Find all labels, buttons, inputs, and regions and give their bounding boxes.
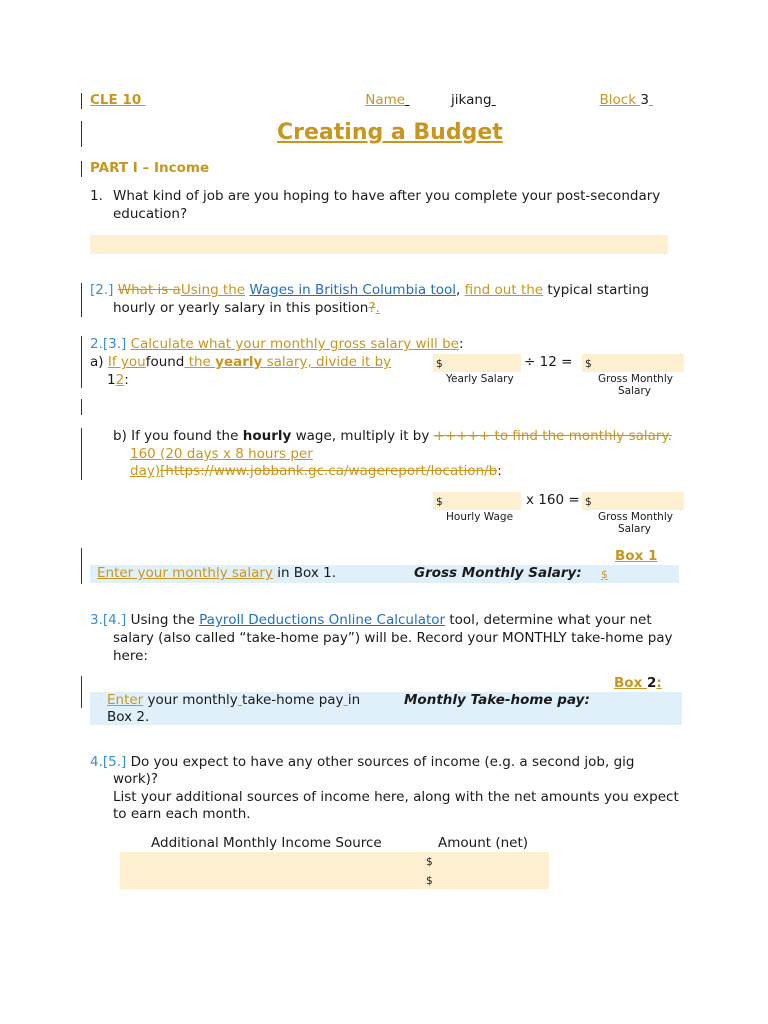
inserted-text: 160 (20 days x 8 hours per xyxy=(130,446,313,462)
inserted-text: 2 xyxy=(115,372,125,388)
question-text: wage, multiply it by xyxy=(295,428,430,444)
part-heading: PART I – Income xyxy=(90,160,210,176)
question-text: List your additional sources of income here, along with the net amounts you expect xyxy=(113,789,679,805)
column-header: Additional Monthly Income Source xyxy=(151,835,382,851)
inserted-text: Enter your monthly salary xyxy=(97,565,273,581)
divide-operator: ÷ 12 = xyxy=(524,354,573,370)
punctuation: : xyxy=(497,463,502,479)
multiply-operator: x 160 = xyxy=(526,492,580,508)
bold-word: yearly xyxy=(215,354,263,370)
block-label: Block xyxy=(599,92,637,108)
question-text: to earn each month. xyxy=(113,806,251,822)
underline-blank xyxy=(141,92,365,108)
income-table[interactable] xyxy=(120,852,549,889)
dollar-sign: $ xyxy=(426,875,433,887)
block-value[interactable]: 3 xyxy=(640,92,649,108)
field-label: Gross Monthly Salary: xyxy=(414,565,582,581)
inserted-text: Calculate what your monthly gross salary will be xyxy=(130,336,459,352)
field-caption: Gross Monthly xyxy=(598,511,673,523)
dollar-sign: $ xyxy=(426,856,433,868)
change-bar xyxy=(81,676,82,708)
gross-monthly-field[interactable] xyxy=(582,492,684,510)
inserted-text: salary, divide it by xyxy=(266,354,392,370)
question-text: work)? xyxy=(113,771,159,787)
change-bar xyxy=(81,428,82,480)
question-number: 3.[4.] xyxy=(90,612,127,628)
inserted-text: If you xyxy=(107,354,146,370)
underline-blank xyxy=(492,92,596,108)
question-text: tool, determine what your net xyxy=(449,612,652,628)
instruction-text: your monthly xyxy=(147,692,238,708)
change-bar xyxy=(81,336,82,388)
field-caption: Gross Monthly xyxy=(598,373,673,385)
header-line xyxy=(90,92,677,108)
field-label: Monthly Take-home pay: xyxy=(404,692,590,708)
punctuation: , xyxy=(456,282,461,298)
instruction-text: take-home pay xyxy=(242,692,344,708)
field-caption: Yearly Salary xyxy=(446,373,514,385)
hourly-wage-field[interactable] xyxy=(433,492,521,510)
sub-label: b) xyxy=(113,428,127,444)
inserted-text: the xyxy=(188,354,211,370)
sub-label: a) xyxy=(90,354,104,370)
box-label: Box 2: xyxy=(614,675,662,691)
question-number: 4.[5.] xyxy=(90,754,127,770)
field-caption: Salary xyxy=(618,385,651,397)
yearly-salary-field[interactable] xyxy=(433,354,521,372)
change-bar xyxy=(81,93,82,109)
inserted-text: Using the xyxy=(180,282,246,298)
deleted-text: +++++ to find the monthly salary. xyxy=(433,428,672,444)
question-text: hourly or yearly salary in this position xyxy=(113,300,369,316)
page-title: Creating a Budget xyxy=(277,120,503,145)
question-number: 1. xyxy=(90,188,103,204)
deleted-text: ? xyxy=(368,300,376,316)
dollar-sign: $ xyxy=(436,358,443,370)
dollar-sign: $ xyxy=(585,358,592,370)
question-number: [2.] xyxy=(90,282,114,298)
deleted-text: [https://www.jobbank.gc.ca/wagereport/location/b xyxy=(160,463,498,479)
punctuation: : xyxy=(124,372,129,388)
inserted-text: Enter xyxy=(107,692,144,708)
question-text: Do you expect to have any other sources of income (e.g. a second job, gig xyxy=(130,754,635,770)
inserted-text: . xyxy=(375,300,380,316)
column-header: Amount (net) xyxy=(438,835,529,851)
box-label: Box 1 xyxy=(615,548,658,564)
gross-monthly-field[interactable] xyxy=(582,354,684,372)
question-text: 1 xyxy=(107,372,116,388)
field-caption: Hourly Wage xyxy=(446,511,514,523)
punctuation: : xyxy=(458,336,464,352)
dollar-sign: $ xyxy=(436,496,443,508)
change-bar xyxy=(81,283,82,317)
instruction-text: in Box 1. xyxy=(277,565,337,581)
inserted-text: day) xyxy=(130,463,161,479)
payroll-calculator-link[interactable]: Payroll Deductions Online Calculator xyxy=(199,612,446,628)
question-text: What kind of job are you hoping to have after you complete your post-secondary xyxy=(113,188,661,204)
change-bar xyxy=(81,399,82,415)
question-text: found xyxy=(145,354,185,370)
field-caption: Salary xyxy=(618,523,651,535)
deleted-text: What is a xyxy=(117,282,181,298)
question-text: education? xyxy=(113,206,188,222)
instruction-text: in xyxy=(347,692,361,708)
question-text: salary (also called “take-home pay”) will be. Record your MONTHLY take-home pay xyxy=(113,630,673,646)
question-text: If you found the xyxy=(131,428,239,444)
instruction-text: Box 2. xyxy=(107,709,150,725)
answer-field[interactable] xyxy=(90,235,668,254)
wages-bc-link[interactable]: Wages in British Columbia tool xyxy=(249,282,457,298)
gross-monthly-salary-input[interactable]: $ xyxy=(601,569,608,581)
name-label: Name xyxy=(365,92,406,108)
bold-word: hourly xyxy=(242,428,292,444)
name-value[interactable]: jikang xyxy=(451,92,492,108)
change-bar xyxy=(81,161,82,177)
question-text: here: xyxy=(113,648,148,664)
underline-blank xyxy=(405,92,451,108)
question-text: typical starting xyxy=(547,282,650,298)
inserted-text: find out the xyxy=(464,282,544,298)
question-number: 2.[3.] xyxy=(90,336,127,352)
question-text: Using the xyxy=(130,612,195,628)
change-bar xyxy=(81,548,82,584)
course-label: CLE 10 xyxy=(90,92,142,108)
dollar-sign: $ xyxy=(585,496,592,508)
change-bar xyxy=(81,121,82,147)
